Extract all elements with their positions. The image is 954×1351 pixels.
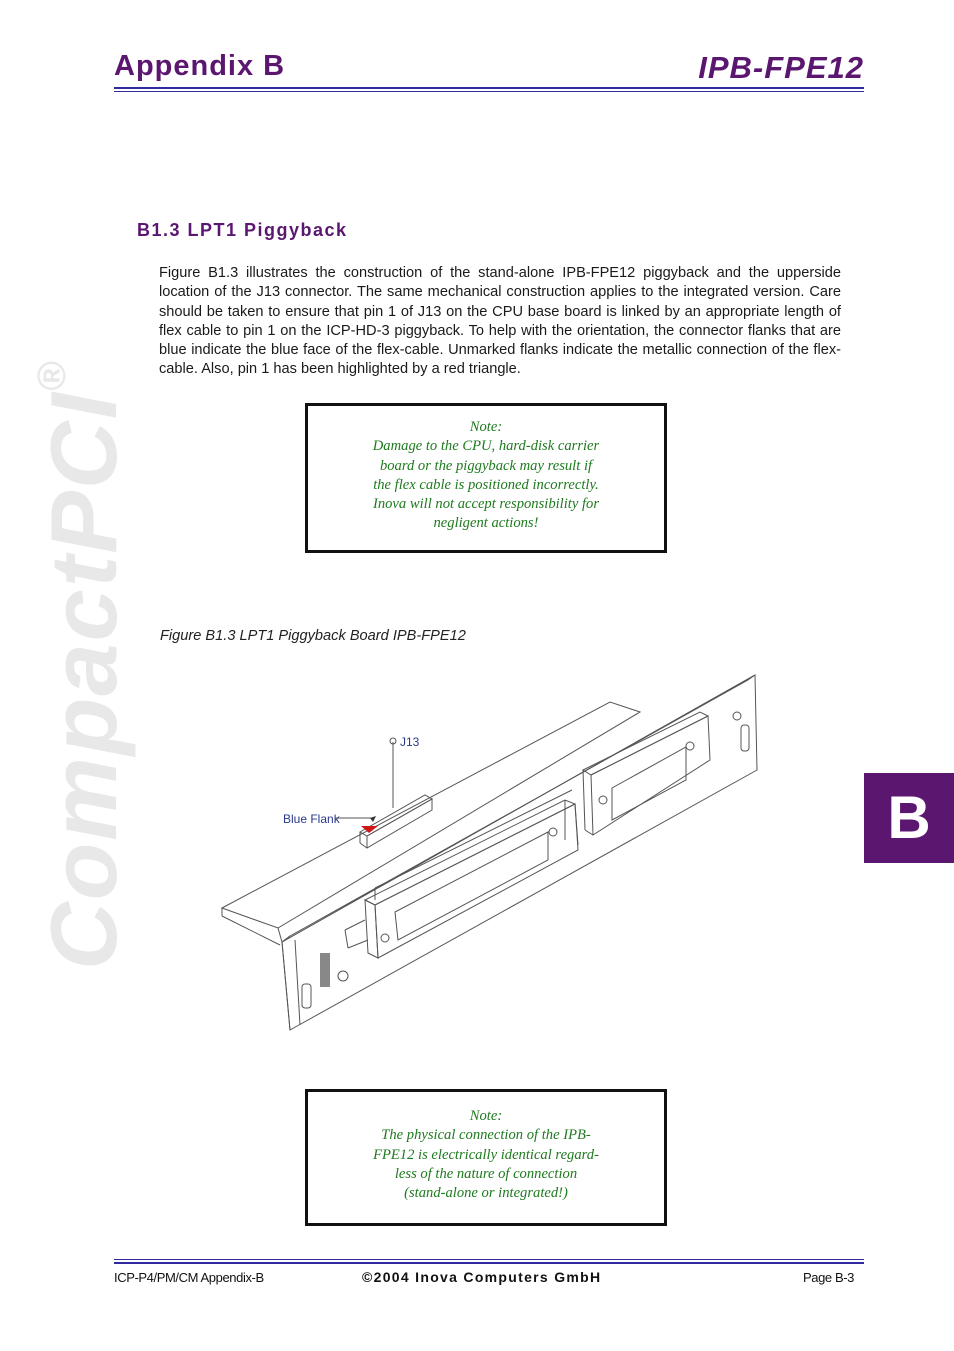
note-label: Note:: [469, 1108, 503, 1124]
note-line: (stand-alone or integrated!): [404, 1185, 568, 1202]
footer-copyright: ©2004 Inova Computers GmbH: [362, 1269, 602, 1285]
header-product-title: IPB-FPE12: [698, 50, 864, 85]
header-rule-thin: [114, 91, 864, 92]
note-line: negligent actions!: [433, 515, 539, 532]
footer-document-id: ICP-P4/PM/CM Appendix-B: [114, 1270, 264, 1285]
footer-page-number: Page B-3: [802, 1270, 854, 1285]
note-line: the flex cable is positioned incorrectly.: [373, 476, 599, 493]
note-box-damage: [305, 403, 667, 553]
note-line: board or the piggyback may result if: [379, 457, 593, 474]
header-rule-thick: [114, 87, 864, 89]
blue-flank-label: Blue Flank: [283, 812, 340, 826]
compactpci-watermark: CompactPCI®: [30, 359, 136, 970]
note-box-connection: [305, 1089, 667, 1226]
body-paragraph: Figure B1.3 illustrates the construction of the stand-alone IPB-FPE12 piggyback and the upperside location of the J13 connector. The same mechanical construction applies to the integrated version. Care should be taken to ensure that pin 1 of J13 on the CPU base board is linked by an appropriate length of flex cable to pin 1 on the ICP-HD-3 piggyback. To help with the orientation, the connector flanks that are blue indicate the blue face of the flex-cable. Unmarked flanks indicate the metallic connection of the flex-cable. Also, pin 1 has been highlighted by a red triangle.: [159, 265, 841, 378]
appendix-tab: B: [864, 773, 954, 863]
j13-label: J13: [400, 735, 420, 749]
piggyback-board-drawing: [215, 670, 765, 1040]
header-appendix-title: Appendix B: [114, 50, 286, 82]
note-line: The physical connection of the IPB-: [381, 1127, 591, 1144]
note-line: less of the nature of connection: [394, 1165, 578, 1182]
footer-rule-thin: [114, 1259, 864, 1260]
note-line: Inova will not accept responsibility for: [372, 496, 600, 513]
note-line: Damage to the CPU, hard-disk carrier: [372, 438, 600, 455]
note-line: FPE12 is electrically identical regard-: [373, 1146, 599, 1163]
note-label: Note:: [469, 419, 503, 435]
footer-rule-thick: [114, 1262, 864, 1264]
section-heading: B1.3 LPT1 Piggyback: [137, 220, 348, 240]
figure-caption: Figure B1.3 LPT1 Piggyback Board IPB-FPE12: [160, 628, 466, 644]
